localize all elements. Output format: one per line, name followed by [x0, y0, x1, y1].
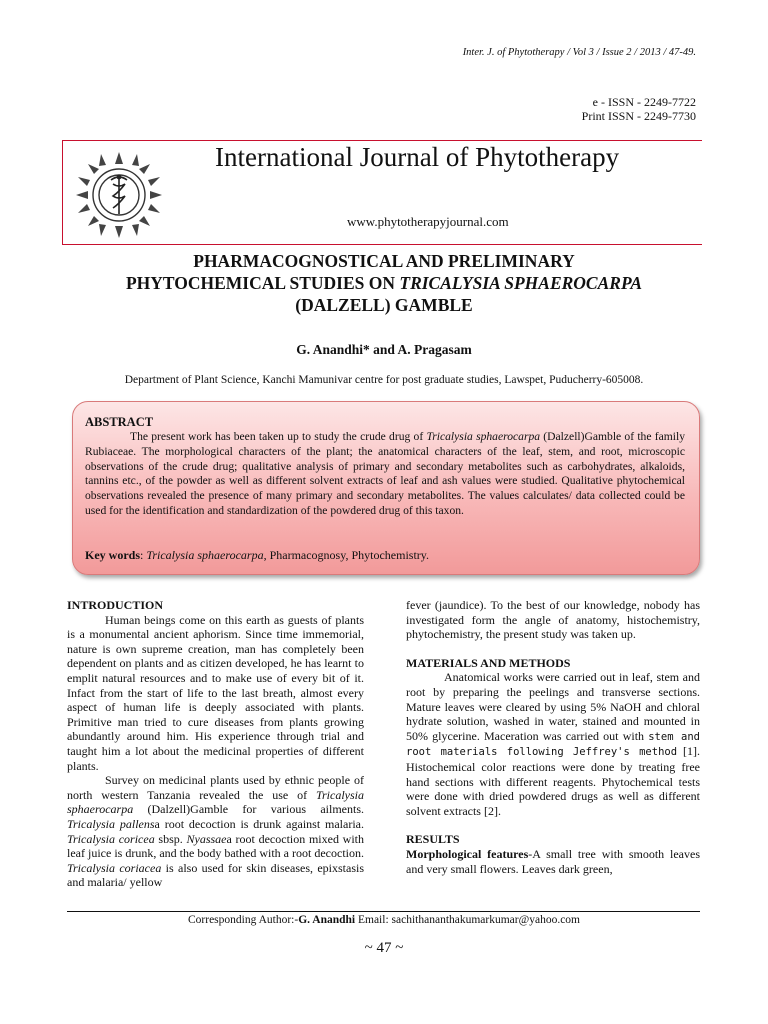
citation-line: Inter. J. of Phytotherapy / Vol 3 / Issue 2 / 2013 / 47-49.: [462, 47, 696, 58]
print-issn: Print ISSN - 2249-7730: [581, 109, 696, 123]
authors: G. Anandhi* and A. Pragasam: [296, 342, 472, 357]
methods-b: [1]. Histochemical color reactions were done by treating free hand sections with different reagents. Phytochemical tests were done with dried powdered drugs as well as different solvent extracts [2].: [406, 744, 701, 818]
intro-paragraph-3: fever (jaundice). To the best of our knowledge, nobody has investigated form the angle of anatomy, histochemistry, phytochemistry, the present study was taken up.: [406, 598, 700, 642]
header-top-rule: [62, 140, 702, 141]
corresponding-author: [0, 914, 768, 926]
results-text: -A small tree with smooth leaves and very small flowers. Leaves dark green,: [406, 846, 700, 876]
p2-f: is also used for skin diseases, epixstasis and malaria/ yellow: [67, 860, 364, 890]
title-species: TRICALYSIA SPHAEROCARPA: [399, 273, 643, 293]
e-issn: e - ISSN - 2249-7722: [592, 95, 696, 109]
right-column: [406, 598, 700, 876]
p2-species-3: Tricalysia coricea: [67, 831, 155, 846]
title-line-2-text: PHYTOCHEMICAL STUDIES ON: [125, 273, 400, 293]
p2-b: (Dalzell)Gamble for various ailments.: [133, 802, 364, 817]
p2-species-5: Tricalysia coriacea: [67, 860, 162, 875]
keywords-label: Key words: [85, 548, 140, 562]
page-number: ~ 47 ~: [364, 940, 404, 956]
p2-species-2: Tricalysia pallens: [67, 816, 155, 831]
keywords-species: Tricalysia sphaerocarpa: [146, 548, 264, 562]
results-subheading: Morphological features: [406, 846, 529, 861]
p2-species-1: Tricalysia sphaerocarpa: [67, 787, 364, 817]
abstract-text-a: The present work has been taken up to study the crude drug of: [130, 430, 427, 443]
left-column: [67, 598, 364, 890]
intro-heading: INTRODUCTION: [67, 598, 164, 612]
corr-name: G. Anandhi: [298, 914, 356, 926]
methods-paragraph: [406, 670, 700, 818]
abstract-heading: ABSTRACT: [85, 415, 154, 429]
email-label: Email:: [355, 914, 392, 926]
journal-logo-icon: [75, 150, 163, 240]
keywords-sep: :: [140, 548, 147, 562]
methods-a: Anatomical works were carried out in leaf, stem and root by preparing the peelings and transverse sections. Mature leaves were cleared by using 5% NaOH and chloral hydrate solution, washed in water, stained and mounted in 50% glycerine. Maceration was carried out with: [406, 670, 700, 743]
p2-d: sbsp.: [154, 831, 187, 846]
footer-rule: [67, 911, 700, 912]
title-line-2: [60, 272, 708, 294]
header-left-rule: [62, 140, 63, 244]
results-heading: RESULTS: [406, 832, 460, 847]
abstract-text: [85, 430, 685, 519]
title-line-3: (DALZELL) GAMBLE: [295, 295, 473, 315]
paper-title: [60, 250, 708, 316]
abstract-species: Tricalysia sphaerocarpa: [426, 430, 541, 443]
p2-a: Survey on medicinal plants used by ethnic people of north western Tanzania revealed the use of: [67, 773, 364, 802]
keywords: [85, 548, 429, 563]
intro-paragraph-1: Human beings come on this earth as guests of plants is a monumental ancient aphorism. Since time immemorial, nature is own supreme creation, man has completely been dependent on plants and as citizen developed, he has learnt to emplit natural resources and to make use of every bit of it. Infact from the start of life to the last breath, almost every aspect of human life is deeply associated with plants. Primitive man tried to cure diseases from plants growing abundantly around him. His experience through trial and taught him a lot about the medicinal properties of different plants.: [67, 612, 364, 773]
keywords-rest: , Pharmacognosy, Phytochemistry.: [263, 548, 429, 562]
p2-e: a root decoction mixed with leaf juice is drunk, and the body bathed with a root decoction.: [67, 831, 364, 861]
intro-paragraph-2: [67, 773, 364, 890]
corr-label: Corresponding Author:-: [188, 914, 299, 926]
journal-url[interactable]: www.phytotherapyjournal.com: [347, 214, 509, 229]
p2-species-4: Nyassae: [186, 831, 227, 846]
methods-mono: stem and root materials following Jeffrey's method: [406, 730, 700, 759]
email-link[interactable]: sachithananthakumarkumar@yahoo.com: [391, 914, 580, 926]
affiliation: Department of Plant Science, Kanchi Mamunivar centre for post graduate studies, Lawspet, Puducherry-605008.: [124, 374, 644, 386]
methods-heading: MATERIALS AND METHODS: [406, 655, 571, 670]
header-bottom-rule: [62, 244, 702, 245]
title-line-1: PHARMACOGNOSTICAL AND PRELIMINARY: [193, 251, 575, 271]
journal-title: International Journal of Phytotherapy: [215, 142, 620, 172]
results-paragraph: [406, 847, 700, 876]
p2-c: a root decoction is drunk against malaria.: [154, 816, 364, 831]
abstract-text-b: (Dalzell)Gamble of the family Rubiaceae. The morphological characters of the plant; the anatomical characters of the leaf, stem, and root, microscopic observations of the crude drug; qualitative analysis of primary and secondary metabolites such as carbohydrates, alkaloids, tannins etc., of the powder as well as different solvent extracts of leaf and ash values were studied. Qualitative phytochemical observations revealed the presence of many primary and secondary metabolites. The values calculates/ data collected could be used for the identification and standardization of the powdered drug of this taxon.: [85, 430, 686, 517]
